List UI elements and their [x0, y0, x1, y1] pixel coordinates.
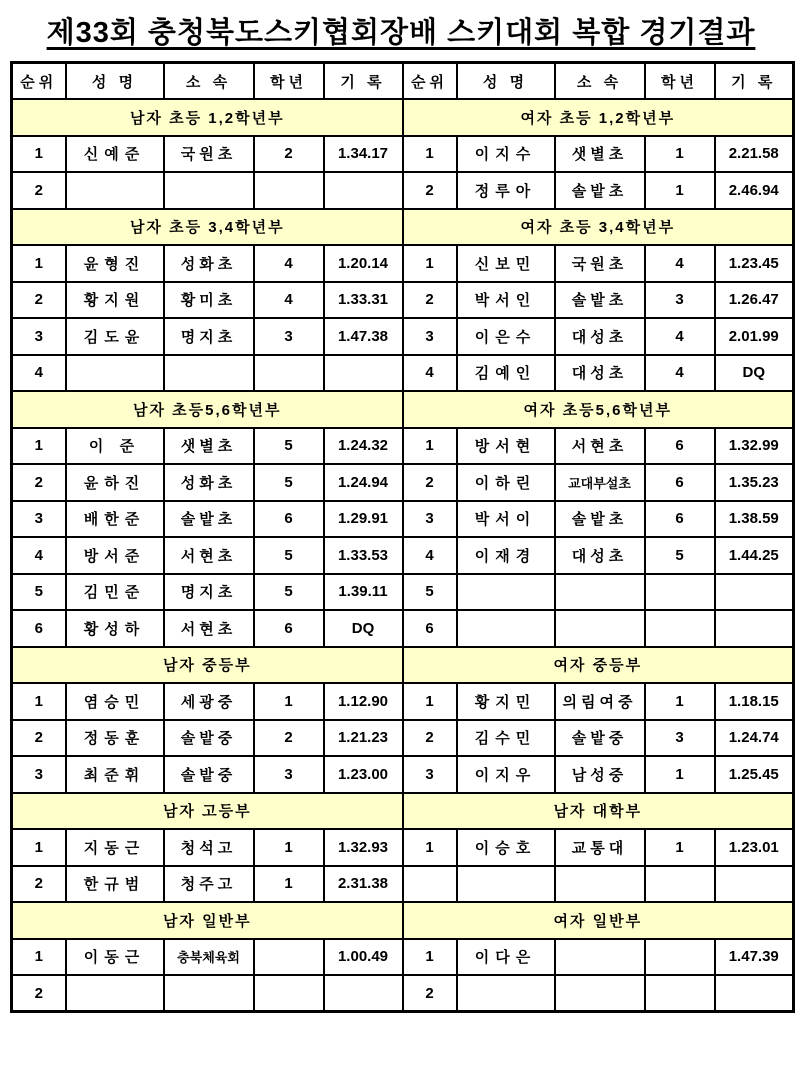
left-rank-cell: 2: [12, 720, 66, 757]
right-grade-cell: 1: [645, 829, 715, 866]
section-header-left: 남자 초등 3,4학년부: [12, 209, 403, 246]
right-rank-cell: 6: [403, 610, 457, 647]
left-rank-cell: 2: [12, 172, 66, 209]
column-header-left-name: 성 명: [66, 63, 164, 100]
left-grade-cell: 2: [254, 136, 324, 173]
left-team-cell: 황미초: [164, 282, 254, 319]
table-row: [12, 720, 794, 757]
left-record-cell: [324, 355, 403, 392]
right-grade-cell: 4: [645, 245, 715, 282]
right-name-cell: [457, 866, 555, 903]
left-record-cell: 1.00.49: [324, 939, 403, 976]
left-grade-cell: 4: [254, 245, 324, 282]
right-team-cell: 남성중: [555, 756, 645, 793]
right-team-cell: 솔밭초: [555, 172, 645, 209]
left-name-cell: 방서준: [66, 537, 164, 574]
right-grade-cell: 1: [645, 683, 715, 720]
left-grade-cell: 1: [254, 866, 324, 903]
table-row: [12, 975, 794, 1012]
column-header-right-name: 성 명: [457, 63, 555, 100]
left-name-cell: [66, 172, 164, 209]
left-name-cell: 염승민: [66, 683, 164, 720]
right-record-cell: DQ: [715, 355, 794, 392]
table-row: [12, 245, 794, 282]
left-rank-cell: 2: [12, 866, 66, 903]
left-record-cell: 1.47.38: [324, 318, 403, 355]
column-header-right-record: 기 록: [715, 63, 794, 100]
right-rank-cell: 1: [403, 136, 457, 173]
page-title: 제33회 충청북도스키협회장배 스키대회 복합 경기결과: [46, 17, 756, 49]
column-header-row: [12, 63, 794, 100]
section-header-right: 여자 초등 3,4학년부: [403, 209, 794, 246]
left-team-cell: 성화초: [164, 245, 254, 282]
left-record-cell: 1.24.94: [324, 464, 403, 501]
left-grade-cell: 6: [254, 501, 324, 538]
right-rank-cell: 1: [403, 939, 457, 976]
right-team-cell: 솔밭초: [555, 282, 645, 319]
left-name-cell: [66, 355, 164, 392]
left-record-cell: 1.32.93: [324, 829, 403, 866]
table-row: [12, 318, 794, 355]
left-record-cell: [324, 172, 403, 209]
results-table: [10, 61, 795, 1013]
left-record-cell: 1.33.31: [324, 282, 403, 319]
right-rank-cell: 1: [403, 829, 457, 866]
right-record-cell: 1.23.45: [715, 245, 794, 282]
right-record-cell: 2.21.58: [715, 136, 794, 173]
left-grade-cell: [254, 172, 324, 209]
left-name-cell: 김도윤: [66, 318, 164, 355]
table-row: [12, 355, 794, 392]
left-grade-cell: 3: [254, 318, 324, 355]
left-rank-cell: 3: [12, 756, 66, 793]
left-team-cell: 솔밭초: [164, 501, 254, 538]
right-name-cell: 이은수: [457, 318, 555, 355]
table-row: [12, 829, 794, 866]
left-team-cell: 솔밭중: [164, 720, 254, 757]
section-header-right: 여자 일반부: [403, 902, 794, 939]
section-header-right: 여자 초등 1,2학년부: [403, 99, 794, 136]
right-record-cell: 2.46.94: [715, 172, 794, 209]
left-rank-cell: 2: [12, 282, 66, 319]
right-rank-cell: 3: [403, 501, 457, 538]
right-grade-cell: 1: [645, 172, 715, 209]
left-team-cell: 샛별초: [164, 428, 254, 465]
left-grade-cell: [254, 939, 324, 976]
right-rank-cell: 1: [403, 245, 457, 282]
right-grade-cell: [645, 975, 715, 1012]
right-rank-cell: 2: [403, 975, 457, 1012]
left-grade-cell: 5: [254, 537, 324, 574]
table-row: [12, 574, 794, 611]
table-row: [12, 172, 794, 209]
left-rank-cell: 3: [12, 318, 66, 355]
right-team-cell: 교대부설초: [555, 464, 645, 501]
left-team-cell: [164, 975, 254, 1012]
right-team-cell: [555, 574, 645, 611]
right-team-cell: 대성초: [555, 318, 645, 355]
right-team-cell: [555, 610, 645, 647]
right-name-cell: 황지민: [457, 683, 555, 720]
table-row: [12, 610, 794, 647]
column-header-right-team: 소 속: [555, 63, 645, 100]
right-team-cell: 의림여중: [555, 683, 645, 720]
right-grade-cell: 3: [645, 720, 715, 757]
right-team-cell: 솔밭초: [555, 501, 645, 538]
column-header-left-team: 소 속: [164, 63, 254, 100]
right-name-cell: 정루아: [457, 172, 555, 209]
left-rank-cell: 2: [12, 464, 66, 501]
right-grade-cell: 1: [645, 136, 715, 173]
left-grade-cell: [254, 355, 324, 392]
table-row: [12, 683, 794, 720]
right-name-cell: 신보민: [457, 245, 555, 282]
right-rank-cell: 2: [403, 720, 457, 757]
right-name-cell: 이재경: [457, 537, 555, 574]
left-team-cell: 솔밭중: [164, 756, 254, 793]
section-header-row: [12, 647, 794, 684]
table-row: [12, 136, 794, 173]
right-record-cell: 1.44.25: [715, 537, 794, 574]
right-rank-cell: [403, 866, 457, 903]
right-rank-cell: 2: [403, 172, 457, 209]
section-header-right: 여자 중등부: [403, 647, 794, 684]
left-name-cell: 최준휘: [66, 756, 164, 793]
left-team-cell: 청석고: [164, 829, 254, 866]
right-name-cell: 방서현: [457, 428, 555, 465]
right-record-cell: 1.26.47: [715, 282, 794, 319]
right-team-cell: 샛별초: [555, 136, 645, 173]
right-team-cell: 대성초: [555, 355, 645, 392]
left-rank-cell: 2: [12, 975, 66, 1012]
right-record-cell: 1.23.01: [715, 829, 794, 866]
section-header-left: 남자 중등부: [12, 647, 403, 684]
right-grade-cell: 6: [645, 428, 715, 465]
left-name-cell: [66, 975, 164, 1012]
left-name-cell: 정동훈: [66, 720, 164, 757]
left-team-cell: 서현초: [164, 537, 254, 574]
left-grade-cell: 5: [254, 574, 324, 611]
right-team-cell: 솔밭중: [555, 720, 645, 757]
right-rank-cell: 2: [403, 464, 457, 501]
left-rank-cell: 1: [12, 245, 66, 282]
left-team-cell: 서현초: [164, 610, 254, 647]
right-team-cell: [555, 975, 645, 1012]
right-record-cell: [715, 975, 794, 1012]
right-name-cell: 김수민: [457, 720, 555, 757]
left-grade-cell: 1: [254, 829, 324, 866]
right-record-cell: 1.18.15: [715, 683, 794, 720]
column-header-left-record: 기 록: [324, 63, 403, 100]
right-name-cell: [457, 574, 555, 611]
left-name-cell: 이동근: [66, 939, 164, 976]
right-name-cell: [457, 975, 555, 1012]
left-name-cell: 황성하: [66, 610, 164, 647]
left-name-cell: 신예준: [66, 136, 164, 173]
table-row: [12, 501, 794, 538]
left-record-cell: DQ: [324, 610, 403, 647]
right-name-cell: 이다은: [457, 939, 555, 976]
left-record-cell: 1.20.14: [324, 245, 403, 282]
right-grade-cell: 4: [645, 318, 715, 355]
left-team-cell: 청주고: [164, 866, 254, 903]
right-name-cell: 이하린: [457, 464, 555, 501]
right-grade-cell: 5: [645, 537, 715, 574]
right-record-cell: 2.01.99: [715, 318, 794, 355]
right-record-cell: 1.24.74: [715, 720, 794, 757]
left-team-cell: 세광중: [164, 683, 254, 720]
right-team-cell: [555, 866, 645, 903]
left-name-cell: 지동근: [66, 829, 164, 866]
section-header-row: [12, 793, 794, 830]
table-row: [12, 428, 794, 465]
left-grade-cell: 1: [254, 683, 324, 720]
right-grade-cell: [645, 574, 715, 611]
right-team-cell: 교통대: [555, 829, 645, 866]
right-grade-cell: 1: [645, 756, 715, 793]
right-team-cell: 서현초: [555, 428, 645, 465]
table-row: [12, 939, 794, 976]
section-header-row: [12, 209, 794, 246]
right-rank-cell: 3: [403, 318, 457, 355]
left-team-cell: [164, 355, 254, 392]
left-rank-cell: 1: [12, 939, 66, 976]
table-row: [12, 282, 794, 319]
right-grade-cell: [645, 610, 715, 647]
right-record-cell: 1.25.45: [715, 756, 794, 793]
right-record-cell: [715, 610, 794, 647]
right-rank-cell: 4: [403, 355, 457, 392]
column-header-right-rank: 순위: [403, 63, 457, 100]
column-header-right-grade: 학년: [645, 63, 715, 100]
column-header-left-rank: 순위: [12, 63, 66, 100]
left-name-cell: 배한준: [66, 501, 164, 538]
left-name-cell: 한규범: [66, 866, 164, 903]
left-rank-cell: 4: [12, 537, 66, 574]
right-record-cell: 1.35.23: [715, 464, 794, 501]
left-rank-cell: 3: [12, 501, 66, 538]
right-grade-cell: 3: [645, 282, 715, 319]
left-rank-cell: 4: [12, 355, 66, 392]
left-name-cell: 윤형진: [66, 245, 164, 282]
left-rank-cell: 1: [12, 829, 66, 866]
right-record-cell: 1.38.59: [715, 501, 794, 538]
left-record-cell: 1.29.91: [324, 501, 403, 538]
table-row: [12, 756, 794, 793]
table-row: [12, 866, 794, 903]
left-record-cell: 1.24.32: [324, 428, 403, 465]
right-name-cell: 이지우: [457, 756, 555, 793]
left-record-cell: 1.34.17: [324, 136, 403, 173]
section-header-row: [12, 391, 794, 428]
left-record-cell: 1.12.90: [324, 683, 403, 720]
right-rank-cell: 1: [403, 428, 457, 465]
section-header-row: [12, 902, 794, 939]
left-team-cell: 충북체육회: [164, 939, 254, 976]
left-name-cell: 김민준: [66, 574, 164, 611]
left-name-cell: 이 준: [66, 428, 164, 465]
right-grade-cell: 6: [645, 501, 715, 538]
right-grade-cell: [645, 866, 715, 903]
left-rank-cell: 1: [12, 428, 66, 465]
right-grade-cell: 4: [645, 355, 715, 392]
left-record-cell: [324, 975, 403, 1012]
right-rank-cell: 2: [403, 282, 457, 319]
table-row: [12, 537, 794, 574]
left-record-cell: 1.21.23: [324, 720, 403, 757]
left-record-cell: 1.33.53: [324, 537, 403, 574]
left-grade-cell: 5: [254, 464, 324, 501]
left-team-cell: 성화초: [164, 464, 254, 501]
right-name-cell: [457, 610, 555, 647]
left-record-cell: 2.31.38: [324, 866, 403, 903]
section-header-left: 남자 초등 1,2학년부: [12, 99, 403, 136]
section-header-left: 남자 초등5,6학년부: [12, 391, 403, 428]
left-team-cell: 명지초: [164, 318, 254, 355]
left-team-cell: 명지초: [164, 574, 254, 611]
left-grade-cell: 6: [254, 610, 324, 647]
right-name-cell: 이승호: [457, 829, 555, 866]
right-rank-cell: 1: [403, 683, 457, 720]
left-grade-cell: 5: [254, 428, 324, 465]
section-header-right: 여자 초등5,6학년부: [403, 391, 794, 428]
left-rank-cell: 1: [12, 683, 66, 720]
left-name-cell: 윤하진: [66, 464, 164, 501]
left-rank-cell: 1: [12, 136, 66, 173]
right-name-cell: 박서인: [457, 282, 555, 319]
left-rank-cell: 5: [12, 574, 66, 611]
left-team-cell: [164, 172, 254, 209]
right-team-cell: 대성초: [555, 537, 645, 574]
right-grade-cell: [645, 939, 715, 976]
left-grade-cell: 2: [254, 720, 324, 757]
right-team-cell: 국원초: [555, 245, 645, 282]
left-rank-cell: 6: [12, 610, 66, 647]
left-grade-cell: 4: [254, 282, 324, 319]
right-rank-cell: 4: [403, 537, 457, 574]
right-grade-cell: 6: [645, 464, 715, 501]
right-record-cell: [715, 574, 794, 611]
right-name-cell: 박서이: [457, 501, 555, 538]
right-record-cell: 1.47.39: [715, 939, 794, 976]
section-header-left: 남자 일반부: [12, 902, 403, 939]
column-header-left-grade: 학년: [254, 63, 324, 100]
left-name-cell: 황지원: [66, 282, 164, 319]
left-team-cell: 국원초: [164, 136, 254, 173]
section-header-row: [12, 99, 794, 136]
section-header-left: 남자 고등부: [12, 793, 403, 830]
table-row: [12, 464, 794, 501]
right-name-cell: 이지수: [457, 136, 555, 173]
section-header-right: 남자 대학부: [403, 793, 794, 830]
left-record-cell: 1.39.11: [324, 574, 403, 611]
right-rank-cell: 3: [403, 756, 457, 793]
right-record-cell: 1.32.99: [715, 428, 794, 465]
left-grade-cell: 3: [254, 756, 324, 793]
left-grade-cell: [254, 975, 324, 1012]
left-record-cell: 1.23.00: [324, 756, 403, 793]
right-record-cell: [715, 866, 794, 903]
right-rank-cell: 5: [403, 574, 457, 611]
right-team-cell: [555, 939, 645, 976]
right-name-cell: 김예인: [457, 355, 555, 392]
